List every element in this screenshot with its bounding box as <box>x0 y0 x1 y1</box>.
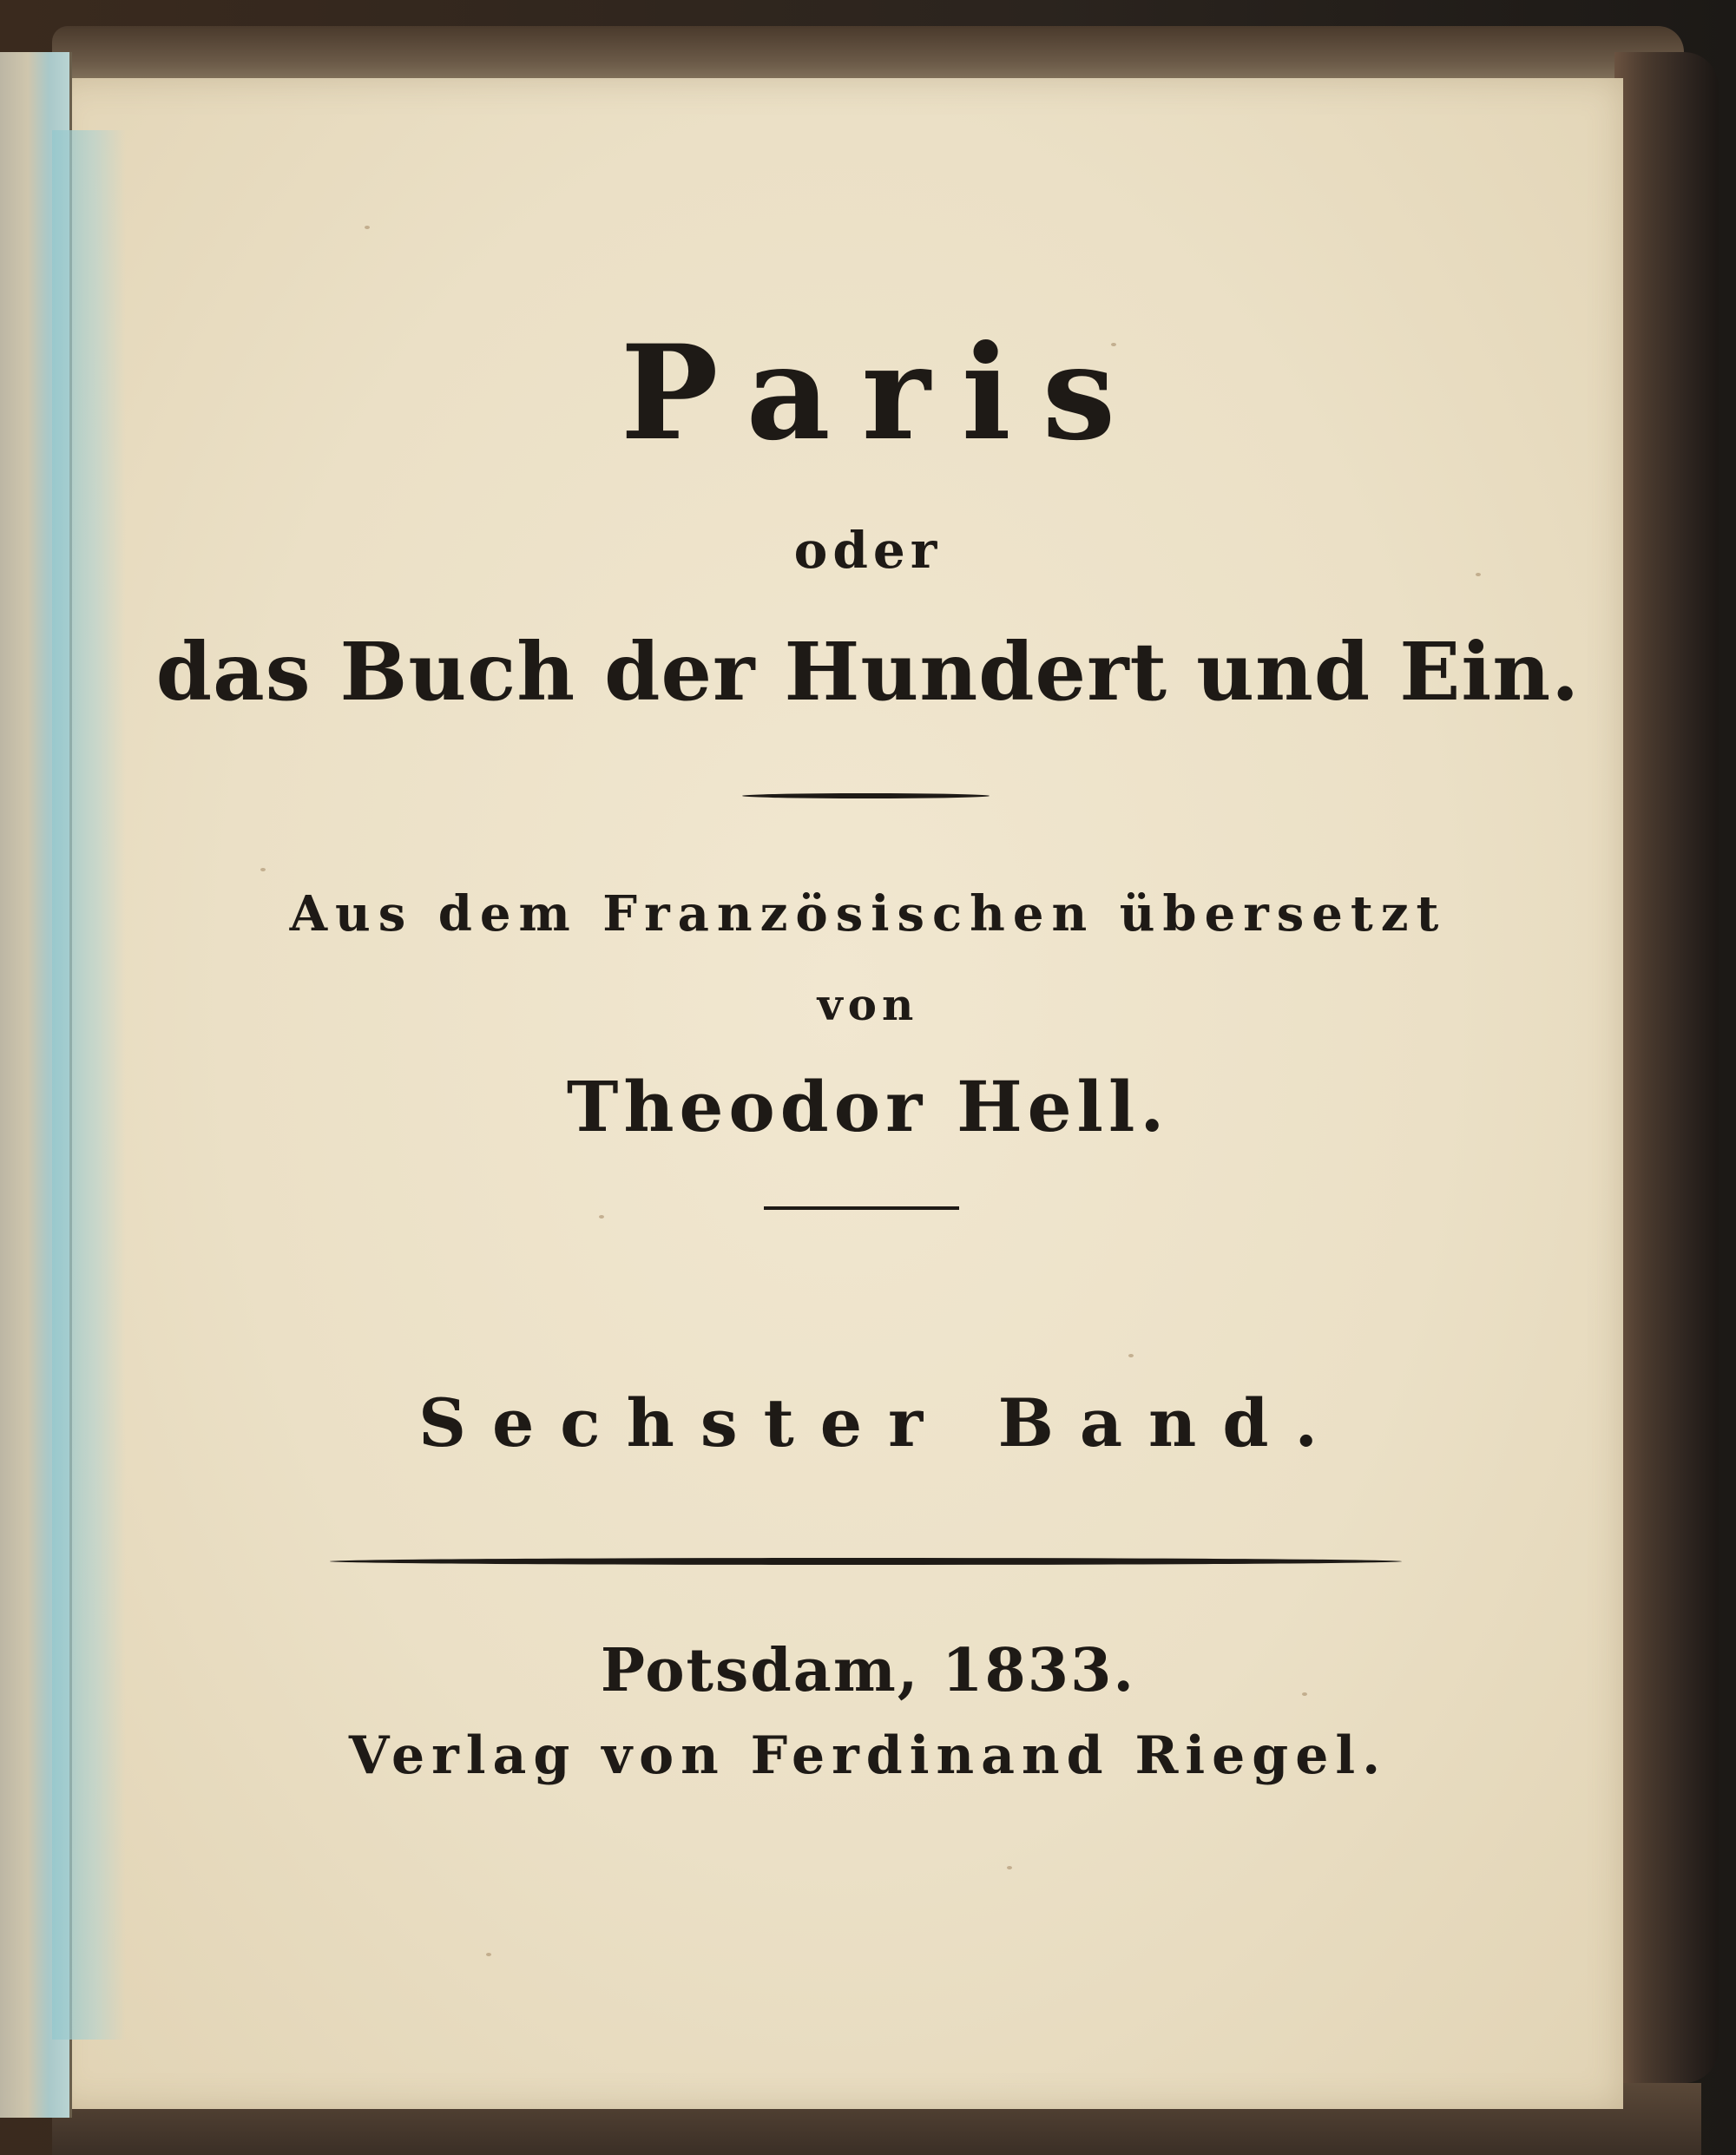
imprint-place-year: Potsdam, 1833. <box>600 1636 1136 1705</box>
paper-speck <box>1007 1866 1012 1869</box>
divider-rule <box>764 1206 959 1210</box>
paper-speck <box>1128 1354 1134 1357</box>
long-rule <box>330 1558 1402 1565</box>
volume-label: Sechster Band. <box>418 1384 1344 1462</box>
paper-speck <box>599 1215 604 1219</box>
imprint-publisher: Verlag von Ferdinand Riegel. <box>348 1725 1388 1786</box>
paper-speck <box>486 1953 491 1956</box>
book-title: Paris <box>620 317 1147 470</box>
title-connector: oder <box>793 521 943 580</box>
translator-name: Theodor Hell. <box>566 1066 1170 1147</box>
by-line: von <box>817 979 919 1030</box>
translation-note: Aus dem Französischen übersetzt <box>289 885 1447 943</box>
paper-speck <box>365 226 370 229</box>
book-subtitle: das Buch der Hundert und Ein. <box>155 625 1581 719</box>
paper-speck <box>260 868 266 871</box>
ornamental-rule <box>742 793 990 798</box>
